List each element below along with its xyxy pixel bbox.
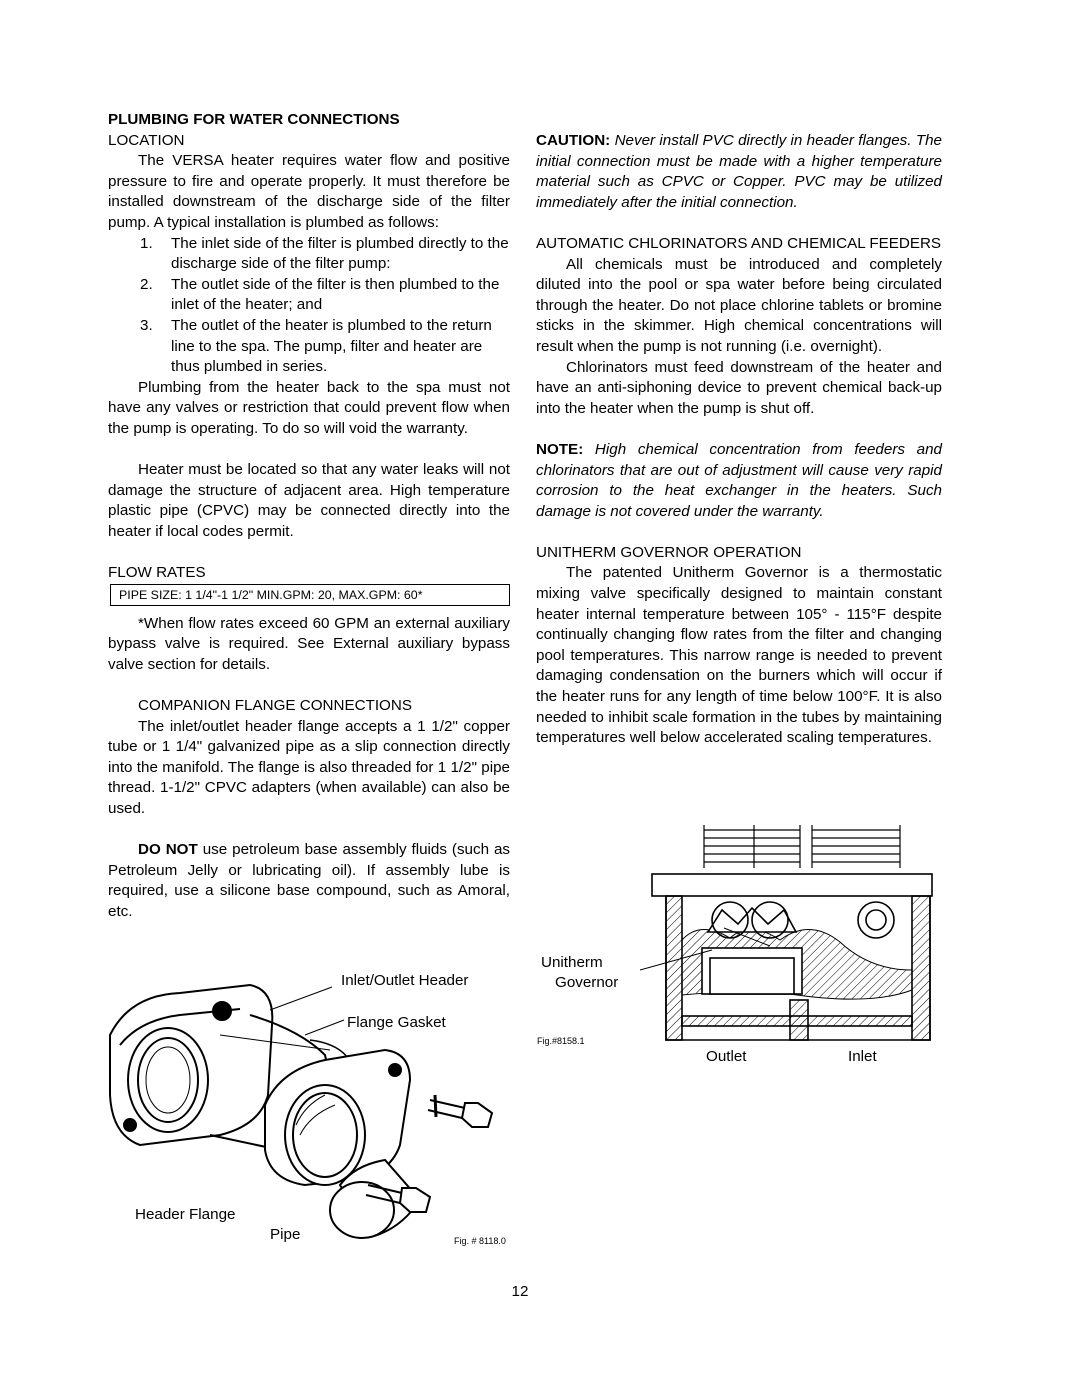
label-unitherm: Unitherm: [541, 954, 603, 971]
flow-rates-heading: FLOW RATES: [108, 564, 206, 582]
flow-note: *When flow rates exceed 60 GPM an external auxiliary bypass valve is required. See External auxiliary bypass valve section for details.: [108, 614, 510, 673]
governor-heading: UNITHERM GOVERNOR OPERATION: [536, 543, 802, 561]
chlorinators-paragraph-1: All chemicals must be introduced and completely diluted into the pool or spa water before being circulated through the heater. Do not place chlorine tablets or bromine sticks in the skimmer. High chemical concentrations will result when the pump is not running (i.e. overnight).: [536, 255, 942, 355]
note-paragraph: NOTE: High chemical concentration from feeders and chlorinators that are out of adjustment will cause very rapid corrosion to the heat exchanger in the heaters. Such damage is not covered under the warranty.: [536, 440, 942, 520]
list-item: 3. The outlet of the heater is plumbed to the return line to the spa. The pump, filter and heater are thus plumbed in series.: [140, 316, 492, 376]
label-pipe: Pipe: [270, 1226, 301, 1243]
do-not-paragraph: DO NOT use petroleum base assembly fluids (such as Petroleum Jelly or lubricating oil). If assembly lube is required, use a silicone base compound, such as Amoral, etc.: [108, 841, 511, 920]
label-flange-gasket: Flange Gasket: [347, 1014, 446, 1031]
label-outlet: Outlet: [706, 1048, 747, 1065]
flow-rate-box: PIPE SIZE: 1 1/4"-1 1/2" MIN.GPM: 20, MAX.GPM: 60*: [110, 584, 510, 606]
label-inlet: Inlet: [848, 1048, 877, 1065]
right-column: [536, 131, 942, 749]
figure-number-right: Fig.#8158.1: [537, 1036, 585, 1046]
location-intro: The VERSA heater requires water flow and positive pressure to fire and operate properly. It must therefore be installed downstream of the discharge side of the filter pump. A typical installation is plumbed as follows:: [108, 152, 510, 231]
list-item: 2. The outlet side of the filter is then plumbed to the inlet of the heater; and: [140, 275, 500, 314]
section-title: PLUMBING FOR WATER CONNECTIONS: [108, 111, 400, 128]
label-inlet-outlet-header: Inlet/Outlet Header: [341, 972, 469, 989]
flange-paragraph: The inlet/outlet header flange accepts a 1 1/2" copper tube or 1 1/4" galvanized pipe as a slip connection directly into the manifold. The flange is also threaded for 1 1/2" pipe thread. 1-1/2" CPVC adapters (when available) can also be used.: [108, 717, 510, 817]
figure-number-left: Fig. # 8118.0: [454, 1236, 506, 1246]
unitherm-governor-diagram: [640, 820, 940, 1050]
install-steps: [108, 234, 510, 378]
governor-paragraph: The patented Unitherm Governor is a thermostatic mixing valve specifically designed to maintain constant heater internal temperature between 105° - 115°F despite continually changing flow rates from the filter and changing pool temperatures. This narrow range is needed to prevent damaging condensation on the burners which will occur if the heater runs for any length of time below 100°F. It is also needed to inhibit scale formation in the tubes by maintaining temperatures well below accelerated scaling temperatures.: [536, 564, 942, 747]
label-header-flange: Header Flange: [135, 1206, 236, 1223]
chlorinators-heading: AUTOMATIC CHLORINATORS AND CHEMICAL FEEDERS: [536, 234, 942, 252]
page-number: 12: [511, 1283, 529, 1300]
label-governor: Governor: [555, 974, 619, 991]
leak-paragraph: Heater must be located so that any water leaks will not damage the structure of adjacent area. High temperature plastic pipe (CPVC) may be connected directly into the heater if local codes permit.: [108, 461, 510, 540]
chlorinators-paragraph-2: Chlorinators must feed downstream of the heater and have an anti-siphoning device to prevent chemical back-up into the heater when the pump is shut off.: [536, 358, 942, 417]
caution-paragraph: CAUTION: Never install PVC directly in header flanges. The initial connection must be made with a higher temperature material such as CPVC or Copper. PVC may be utilized immediately after the initial connection.: [536, 132, 942, 211]
list-item: 1. The inlet side of the filter is plumbed directly to the discharge side of the filter pump:: [140, 234, 509, 273]
location-heading: LOCATION: [108, 131, 185, 149]
plumbing-paragraph: Plumbing from the heater back to the spa must not have any valves or restriction that could prevent flow when the pump is operating. To do so will void the warranty.: [108, 378, 510, 437]
flange-heading: COMPANION FLANGE CONNECTIONS: [138, 697, 412, 715]
left-column: [108, 110, 510, 923]
